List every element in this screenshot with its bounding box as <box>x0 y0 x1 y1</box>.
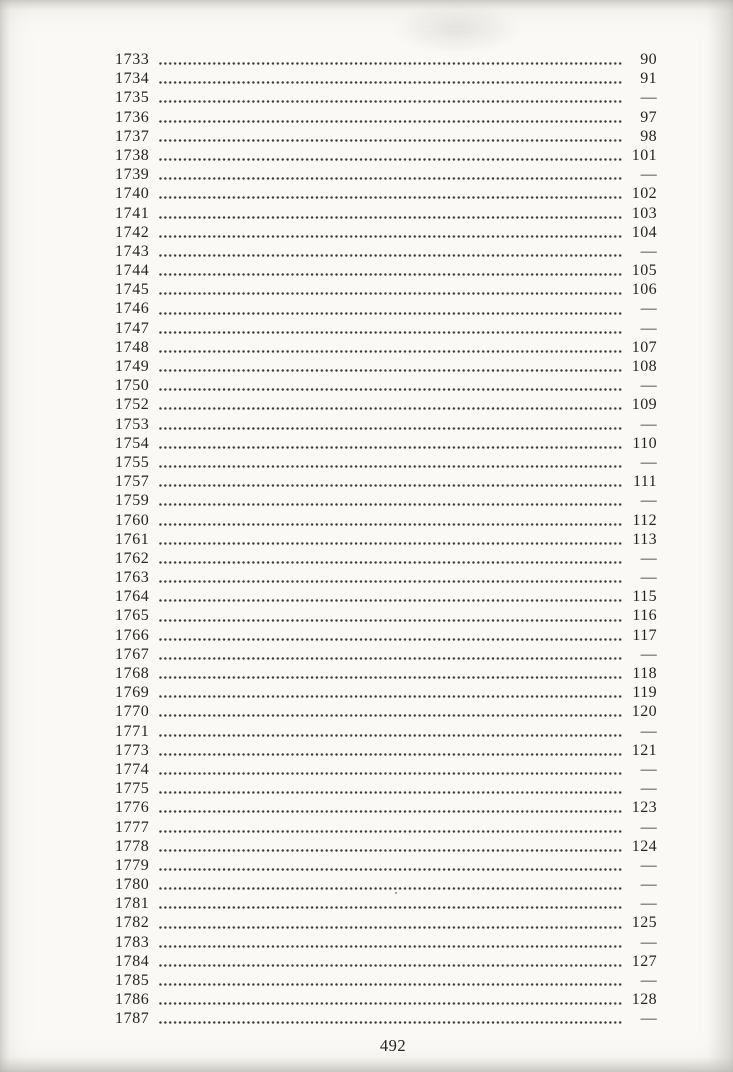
dot-leader <box>158 165 622 184</box>
index-row <box>115 741 657 760</box>
index-row <box>115 971 657 990</box>
year-label: 1748 <box>115 338 150 356</box>
index-row <box>115 415 657 434</box>
index-row <box>115 990 657 1009</box>
dot-leader <box>158 741 622 760</box>
page-ref: 107 <box>631 338 657 356</box>
dot-leader <box>158 913 622 932</box>
page-ref: 119 <box>632 684 657 702</box>
index-row <box>115 760 657 779</box>
scan-edge-top <box>0 0 733 10</box>
index-row <box>115 299 657 318</box>
index-row <box>115 645 657 664</box>
dot-leader <box>158 856 622 875</box>
index-row <box>115 184 657 203</box>
dot-leader <box>158 875 622 894</box>
index-row <box>115 875 657 894</box>
year-label: 1767 <box>115 645 150 663</box>
year-label: 1761 <box>115 530 150 548</box>
index-row <box>115 722 657 741</box>
dot-leader <box>158 204 622 223</box>
year-label: 1779 <box>115 856 150 874</box>
dot-leader <box>158 299 622 318</box>
year-index-list <box>115 50 657 1029</box>
year-label: 1736 <box>115 108 150 126</box>
dot-leader <box>158 587 622 606</box>
index-row <box>115 338 657 357</box>
year-label: 1733 <box>115 51 150 68</box>
index-row <box>115 1009 657 1028</box>
page-ref: — <box>640 569 657 587</box>
year-label: 1745 <box>115 281 150 299</box>
dot-leader <box>158 184 622 203</box>
year-label: 1759 <box>115 492 150 510</box>
page-ref: — <box>640 780 657 798</box>
page-ref: — <box>640 818 657 836</box>
year-label: 1771 <box>115 722 150 740</box>
page-ref: — <box>640 166 657 184</box>
page-ref: 98 <box>640 127 657 145</box>
dot-leader <box>158 69 622 88</box>
page-ref: 127 <box>631 952 657 970</box>
dot-leader <box>158 990 622 1009</box>
page-ref: 121 <box>631 741 657 759</box>
year-label: 1784 <box>115 952 150 970</box>
index-row <box>115 606 657 625</box>
dot-leader <box>158 338 622 357</box>
page-ref: 110 <box>632 434 657 452</box>
year-label: 1787 <box>115 1010 150 1028</box>
index-row <box>115 568 657 587</box>
index-row <box>115 587 657 606</box>
year-label: 1760 <box>115 511 150 529</box>
page-ref: — <box>640 300 657 318</box>
dot-leader <box>158 127 622 146</box>
index-row <box>115 223 657 242</box>
year-label: 1734 <box>115 70 150 88</box>
index-row <box>115 702 657 721</box>
index-row <box>115 626 657 645</box>
year-label: 1757 <box>115 473 150 491</box>
dot-leader <box>158 664 622 683</box>
page-ref: — <box>640 549 657 567</box>
dot-leader <box>158 50 622 69</box>
dot-leader <box>158 702 622 721</box>
page-ref: — <box>640 319 657 337</box>
page-ref: 108 <box>631 358 657 375</box>
year-label: 1768 <box>115 665 150 682</box>
page-ref: 116 <box>632 607 657 625</box>
index-row <box>115 395 657 414</box>
year-label: 1752 <box>115 396 150 414</box>
dot-leader <box>158 818 622 837</box>
dot-leader <box>158 108 622 127</box>
page-ref: — <box>640 760 657 778</box>
year-label: 1743 <box>115 242 150 260</box>
index-row <box>115 530 657 549</box>
index-row <box>115 127 657 146</box>
dot-leader <box>158 606 622 625</box>
index-row <box>115 511 657 530</box>
year-label: 1755 <box>115 453 150 471</box>
page-ref: 118 <box>632 665 657 682</box>
dot-leader <box>158 376 622 395</box>
year-label: 1754 <box>115 434 150 452</box>
page-ref: 105 <box>631 262 657 280</box>
page-ref: 104 <box>631 223 657 241</box>
year-label: 1777 <box>115 818 150 836</box>
year-label: 1775 <box>115 780 150 798</box>
page-ref: 115 <box>632 588 657 606</box>
page-ref: — <box>640 645 657 663</box>
dot-leader <box>158 491 622 510</box>
dot-leader <box>158 568 622 587</box>
index-row <box>115 453 657 472</box>
year-label: 1782 <box>115 914 150 932</box>
dot-leader <box>158 549 622 568</box>
dot-leader <box>158 434 622 453</box>
year-label: 1750 <box>115 377 150 395</box>
index-row <box>115 952 657 971</box>
year-label: 1739 <box>115 166 150 184</box>
index-row <box>115 376 657 395</box>
dot-leader <box>158 453 622 472</box>
year-label: 1740 <box>115 185 150 203</box>
page-ref: 128 <box>631 991 657 1009</box>
scan-edge-right <box>707 0 733 1072</box>
year-label: 1765 <box>115 607 150 625</box>
page-ref: — <box>640 1010 657 1028</box>
year-label: 1741 <box>115 204 150 222</box>
index-row <box>115 242 657 261</box>
index-row <box>115 108 657 127</box>
index-row <box>115 357 657 376</box>
dot-leader <box>158 242 622 261</box>
year-label: 1773 <box>115 741 150 759</box>
year-label: 1742 <box>115 223 150 241</box>
dot-leader <box>158 319 622 338</box>
dot-leader <box>158 261 622 280</box>
index-row <box>115 664 657 683</box>
year-label: 1778 <box>115 837 150 855</box>
dot-leader <box>158 280 622 299</box>
dot-leader <box>158 1009 622 1028</box>
dot-leader <box>158 779 622 798</box>
year-label: 1762 <box>115 549 150 567</box>
page-ref: — <box>640 933 657 951</box>
year-label: 1774 <box>115 760 150 778</box>
year-label: 1785 <box>115 972 150 989</box>
index-row <box>115 856 657 875</box>
dot-leader <box>158 971 622 990</box>
index-row <box>115 683 657 702</box>
page-ref: — <box>640 972 657 989</box>
index-row <box>115 88 657 107</box>
dot-leader <box>158 530 622 549</box>
year-label: 1749 <box>115 358 150 375</box>
dot-leader <box>158 933 622 952</box>
index-row <box>115 913 657 932</box>
dot-leader <box>158 146 622 165</box>
page-ref: — <box>640 876 657 894</box>
year-label: 1770 <box>115 703 150 721</box>
year-label: 1738 <box>115 146 150 164</box>
dot-leader <box>158 952 622 971</box>
page-ref: — <box>640 89 657 107</box>
year-label: 1735 <box>115 89 150 107</box>
page-ref: — <box>640 242 657 260</box>
index-row <box>115 894 657 913</box>
index-row <box>115 434 657 453</box>
dot-leader <box>158 837 622 856</box>
index-row <box>115 319 657 338</box>
index-row <box>115 280 657 299</box>
year-label: 1763 <box>115 569 150 587</box>
index-row <box>115 549 657 568</box>
index-row <box>115 261 657 280</box>
page-ref: 91 <box>640 70 657 88</box>
page-ref: 123 <box>631 799 657 817</box>
page-ref: 113 <box>632 530 657 548</box>
page-ref: — <box>640 895 657 913</box>
page-ref: 109 <box>631 396 657 414</box>
year-label: 1766 <box>115 626 150 644</box>
dot-leader <box>158 223 622 242</box>
dot-leader <box>158 760 622 779</box>
page-ref: 106 <box>631 281 657 299</box>
year-label: 1746 <box>115 300 150 318</box>
page-ref: — <box>640 415 657 433</box>
dot-leader <box>158 357 622 376</box>
page-number: 492 <box>379 1036 407 1055</box>
page-ref: 97 <box>640 108 657 126</box>
page-ref: 102 <box>631 185 657 203</box>
index-row <box>115 837 657 856</box>
index-row <box>115 204 657 223</box>
dot-leader <box>158 472 622 491</box>
page-ref: — <box>640 856 657 874</box>
index-row <box>115 933 657 952</box>
year-label: 1786 <box>115 991 150 1009</box>
dot-leader <box>158 645 622 664</box>
page-ref: 103 <box>631 204 657 222</box>
page-ref: 124 <box>631 837 657 855</box>
year-label: 1783 <box>115 933 150 951</box>
index-row <box>115 50 657 69</box>
year-label: 1753 <box>115 415 150 433</box>
year-label: 1764 <box>115 588 150 606</box>
index-row <box>115 472 657 491</box>
index-row <box>115 146 657 165</box>
page-ref: — <box>640 722 657 740</box>
year-label: 1747 <box>115 319 150 337</box>
year-label: 1776 <box>115 799 150 817</box>
page-ref: 120 <box>631 703 657 721</box>
year-label: 1737 <box>115 127 150 145</box>
index-row <box>115 779 657 798</box>
index-row <box>115 491 657 510</box>
dot-leader <box>158 511 622 530</box>
page-ref: 117 <box>632 626 657 644</box>
page-ref: — <box>640 453 657 471</box>
index-row <box>115 798 657 817</box>
dot-leader <box>158 88 622 107</box>
scan-edge-left <box>0 0 10 1072</box>
scan-smudge <box>392 4 522 54</box>
dot-leader <box>158 415 622 434</box>
year-label: 1780 <box>115 876 150 894</box>
page-ref: 125 <box>631 914 657 932</box>
year-label: 1781 <box>115 895 150 913</box>
dot-leader <box>158 626 622 645</box>
index-row <box>115 165 657 184</box>
dot-leader <box>158 683 622 702</box>
index-row <box>115 818 657 837</box>
index-row <box>115 69 657 88</box>
year-label: 1769 <box>115 684 150 702</box>
page-ref: 90 <box>640 51 657 68</box>
dot-leader <box>158 894 622 913</box>
dot-leader <box>158 395 622 414</box>
page-ref: — <box>640 377 657 395</box>
page-ref: 101 <box>631 146 657 164</box>
dot-leader <box>158 798 622 817</box>
scan-edge-bottom <box>0 1057 733 1072</box>
page-ref: — <box>640 492 657 510</box>
page-ref: 112 <box>632 511 657 529</box>
dot-leader <box>158 722 622 741</box>
year-label: 1744 <box>115 262 150 280</box>
page-ref: 111 <box>632 473 657 491</box>
